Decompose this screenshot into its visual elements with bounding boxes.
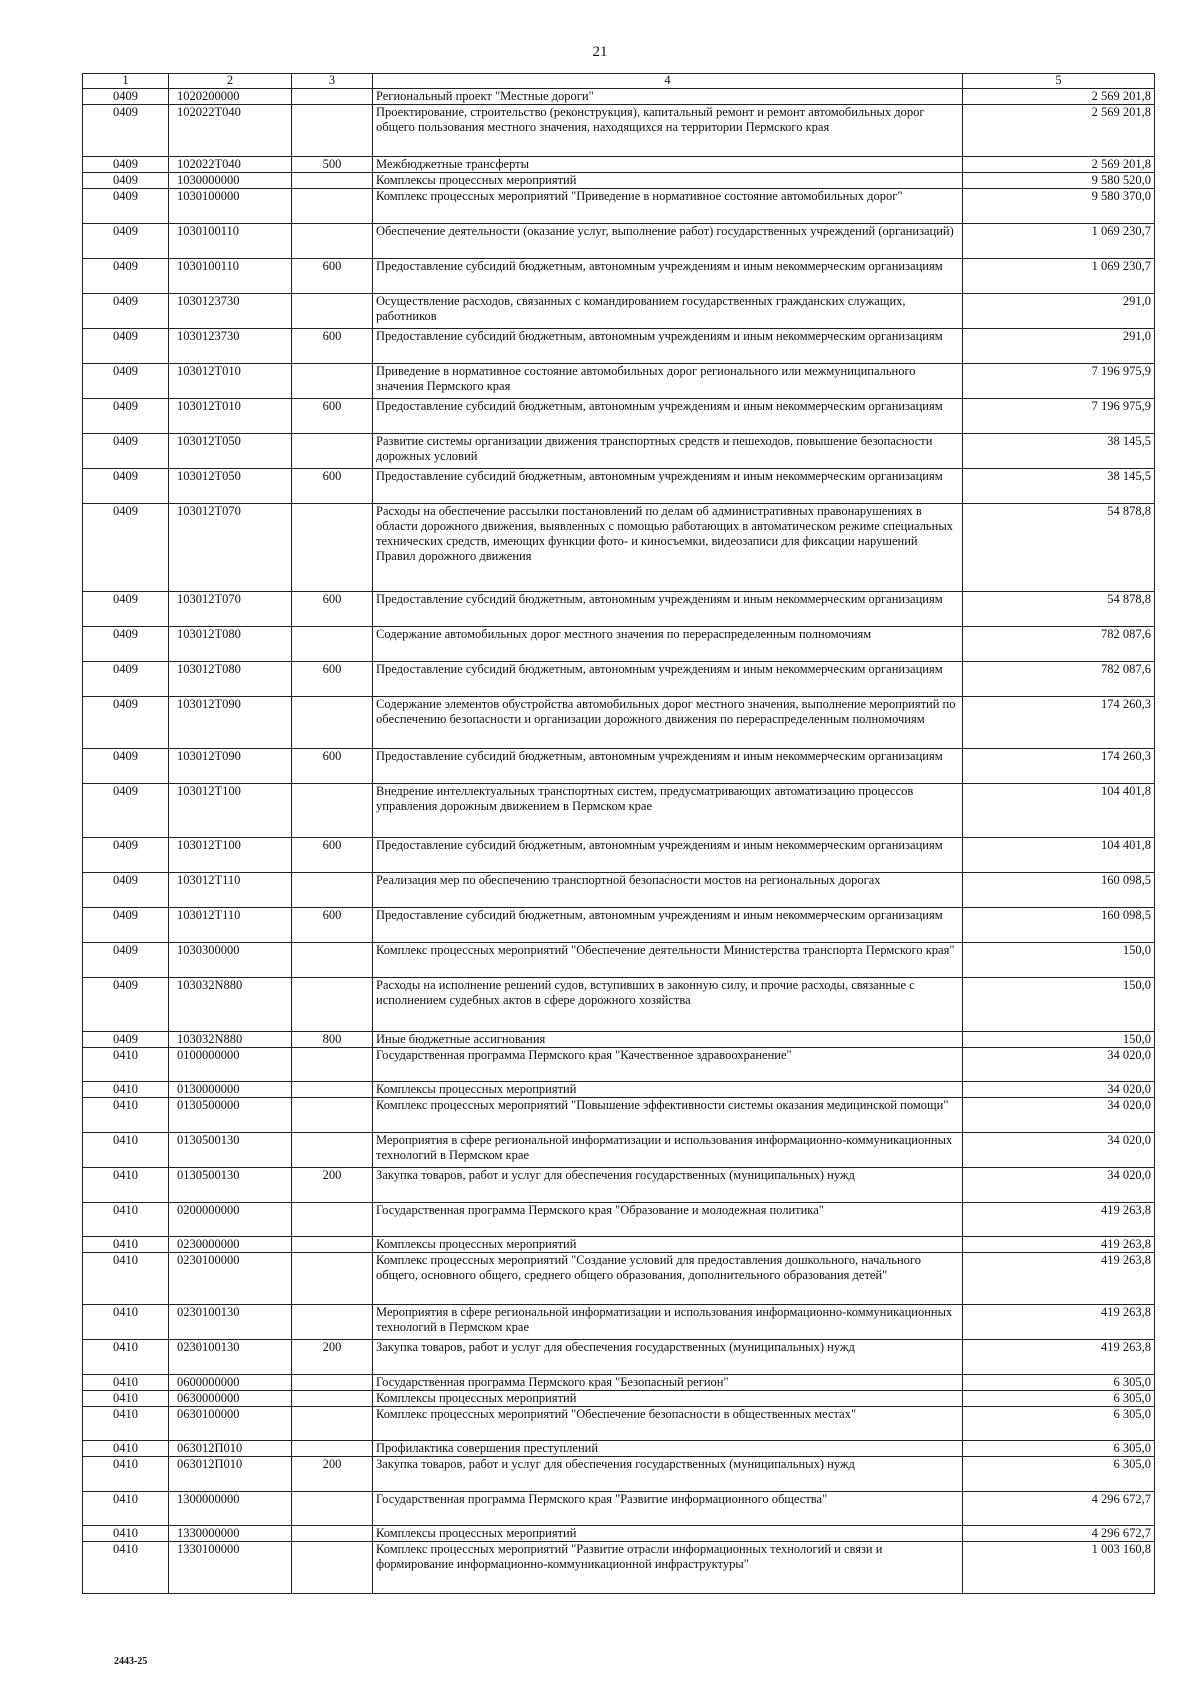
section-code-cell: 0410 [83, 1526, 169, 1542]
table-row [83, 1391, 1155, 1407]
target-article-cell: 1300000000 [169, 1492, 292, 1526]
target-article-cell: 0100000000 [169, 1048, 292, 1082]
target-article-cell: 103012T100 [169, 838, 292, 873]
target-article-cell: 063012П010 [169, 1441, 292, 1457]
section-code-cell: 0409 [83, 157, 169, 173]
table-row [83, 1407, 1155, 1441]
table-row [83, 749, 1155, 784]
target-article-cell: 1030123730 [169, 294, 292, 329]
section-code-cell: 0409 [83, 329, 169, 364]
section-code-cell: 0409 [83, 399, 169, 434]
amount-cell: 6 305,0 [963, 1391, 1155, 1407]
amount-cell: 291,0 [963, 329, 1155, 364]
target-article-cell: 103012T050 [169, 469, 292, 504]
amount-cell: 34 020,0 [963, 1048, 1155, 1082]
document-code: 2443-25 [114, 1656, 148, 1667]
expense-type-cell [292, 1048, 373, 1082]
expense-type-cell [292, 1375, 373, 1391]
target-article-cell: 0130500000 [169, 1098, 292, 1133]
description-cell: Приведение в нормативное состояние автомобильных дорог регионального или межмуниципального значения Пермского края [373, 364, 963, 399]
expense-type-cell [292, 1253, 373, 1305]
description-cell: Комплекс процессных мероприятий "Развитие отрасли информационных технологий и связи и формирование информационно-коммуникационной инфраструктуры" [373, 1542, 963, 1594]
section-code-cell: 0410 [83, 1375, 169, 1391]
description-cell: Комплексы процессных мероприятий [373, 173, 963, 189]
description-cell: Мероприятия в сфере региональной информатизации и использования информационно-коммуникационных технологий в Пермском крае [373, 1305, 963, 1340]
table-row [83, 1492, 1155, 1526]
table-row [83, 662, 1155, 697]
table-row [83, 1526, 1155, 1542]
table-row [83, 873, 1155, 908]
section-code-cell: 0409 [83, 89, 169, 105]
table-row [83, 908, 1155, 943]
description-cell: Закупка товаров, работ и услуг для обеспечения государственных (муниципальных) нужд [373, 1457, 963, 1492]
description-cell: Мероприятия в сфере региональной информатизации и использования информационно-коммуникационных технологий в Пермском крае [373, 1133, 963, 1168]
target-article-cell: 0230000000 [169, 1237, 292, 1253]
description-cell: Предоставление субсидий бюджетным, автономным учреждениям и иным некоммерческим организациям [373, 469, 963, 504]
section-code-cell: 0410 [83, 1340, 169, 1375]
table-row [83, 1032, 1155, 1048]
table-row [83, 1082, 1155, 1098]
expense-type-cell [292, 1133, 373, 1168]
expense-type-cell [292, 89, 373, 105]
expense-type-cell: 600 [292, 662, 373, 697]
expense-type-cell [292, 1526, 373, 1542]
target-article-cell: 103012T090 [169, 697, 292, 749]
description-cell: Комплексы процессных мероприятий [373, 1391, 963, 1407]
amount-cell: 34 020,0 [963, 1098, 1155, 1133]
section-code-cell: 0410 [83, 1237, 169, 1253]
description-cell: Комплекс процессных мероприятий "Обеспечение безопасности в общественных местах" [373, 1407, 963, 1441]
column-header: 3 [292, 74, 373, 89]
table-row [83, 592, 1155, 627]
target-article-cell: 0200000000 [169, 1203, 292, 1237]
expense-type-cell [292, 1542, 373, 1594]
expense-type-cell [292, 224, 373, 259]
table-row [83, 1098, 1155, 1133]
target-article-cell: 0230100000 [169, 1253, 292, 1305]
target-article-cell: 1030100110 [169, 259, 292, 294]
section-code-cell: 0409 [83, 469, 169, 504]
amount-cell: 419 263,8 [963, 1253, 1155, 1305]
expense-type-cell [292, 1391, 373, 1407]
expense-type-cell [292, 943, 373, 978]
amount-cell: 6 305,0 [963, 1441, 1155, 1457]
target-article-cell: 0230100130 [169, 1340, 292, 1375]
table-row [83, 784, 1155, 838]
amount-cell: 54 878,8 [963, 504, 1155, 592]
amount-cell: 9 580 520,0 [963, 173, 1155, 189]
amount-cell: 419 263,8 [963, 1340, 1155, 1375]
description-cell: Государственная программа Пермского края "Качественное здравоохранение" [373, 1048, 963, 1082]
section-code-cell: 0409 [83, 189, 169, 224]
description-cell: Государственная программа Пермского края "Безопасный регион" [373, 1375, 963, 1391]
section-code-cell: 0410 [83, 1082, 169, 1098]
description-cell: Проектирование, строительство (реконструкция), капитальный ремонт и ремонт автомобильных дорог общего пользования местного значения, находящихся на территории Пермского края [373, 105, 963, 157]
section-code-cell: 0409 [83, 697, 169, 749]
expense-type-cell: 600 [292, 838, 373, 873]
description-cell: Государственная программа Пермского края "Развитие информационного общества" [373, 1492, 963, 1526]
description-cell: Государственная программа Пермского края "Образование и молодежная политика" [373, 1203, 963, 1237]
amount-cell: 38 145,5 [963, 469, 1155, 504]
description-cell: Комплексы процессных мероприятий [373, 1237, 963, 1253]
amount-cell: 34 020,0 [963, 1082, 1155, 1098]
section-code-cell: 0409 [83, 784, 169, 838]
description-cell: Реализация мер по обеспечению транспортной безопасности мостов на региональных дорогах [373, 873, 963, 908]
table-row [83, 259, 1155, 294]
target-article-cell: 0630000000 [169, 1391, 292, 1407]
target-article-cell: 1030100110 [169, 224, 292, 259]
column-header: 1 [83, 74, 169, 89]
section-code-cell: 0410 [83, 1441, 169, 1457]
budget-table [82, 73, 1155, 1594]
expense-type-cell: 600 [292, 399, 373, 434]
amount-cell: 54 878,8 [963, 592, 1155, 627]
amount-cell: 291,0 [963, 294, 1155, 329]
section-code-cell: 0410 [83, 1305, 169, 1340]
amount-cell: 34 020,0 [963, 1168, 1155, 1203]
section-code-cell: 0410 [83, 1407, 169, 1441]
table-row [83, 504, 1155, 592]
expense-type-cell [292, 1237, 373, 1253]
expense-type-cell: 200 [292, 1340, 373, 1375]
section-code-cell: 0410 [83, 1048, 169, 1082]
target-article-cell: 103012T010 [169, 399, 292, 434]
table-row [83, 1340, 1155, 1375]
target-article-cell: 0230100130 [169, 1305, 292, 1340]
section-code-cell: 0410 [83, 1457, 169, 1492]
target-article-cell: 0630100000 [169, 1407, 292, 1441]
amount-cell: 782 087,6 [963, 627, 1155, 662]
table-row [83, 89, 1155, 105]
table-row [83, 838, 1155, 873]
expense-type-cell [292, 1407, 373, 1441]
description-cell: Внедрение интеллектуальных транспортных систем, предусматривающих автоматизацию процессов управления дорожным движением в Пермском крае [373, 784, 963, 838]
section-code-cell: 0409 [83, 259, 169, 294]
table-row [83, 1305, 1155, 1340]
page-number: 21 [592, 44, 608, 60]
description-cell: Расходы на обеспечение рассылки постановлений по делам об административных правонарушениях в области дорожного движения, выявленных с помощью работающих в автоматическом режиме специальных технических средств, имеющих функции фото- и киносъемки, видеозаписи для фиксации нарушений Правил дорожного движения [373, 504, 963, 592]
target-article-cell: 1330000000 [169, 1526, 292, 1542]
amount-cell: 160 098,5 [963, 873, 1155, 908]
section-code-cell: 0410 [83, 1168, 169, 1203]
expense-type-cell: 600 [292, 329, 373, 364]
column-header: 5 [963, 74, 1155, 89]
description-cell: Предоставление субсидий бюджетным, автономным учреждениям и иным некоммерческим организациям [373, 592, 963, 627]
table-row [83, 627, 1155, 662]
table-row [83, 224, 1155, 259]
expense-type-cell: 200 [292, 1457, 373, 1492]
target-article-cell: 1020200000 [169, 89, 292, 105]
amount-cell: 150,0 [963, 1032, 1155, 1048]
expense-type-cell [292, 1098, 373, 1133]
expense-type-cell [292, 105, 373, 157]
column-header: 2 [169, 74, 292, 89]
description-cell: Комплекс процессных мероприятий "Обеспечение деятельности Министерства транспорта Пермского края" [373, 943, 963, 978]
expense-type-cell [292, 1441, 373, 1457]
description-cell: Межбюджетные трансферты [373, 157, 963, 173]
description-cell: Содержание элементов обустройства автомобильных дорог местного значения, выполнение мероприятий по обеспечению безопасности и организации дорожного движения по перераспределенным полномочиям [373, 697, 963, 749]
amount-cell: 150,0 [963, 978, 1155, 1032]
amount-cell: 4 296 672,7 [963, 1492, 1155, 1526]
description-cell: Закупка товаров, работ и услуг для обеспечения государственных (муниципальных) нужд [373, 1340, 963, 1375]
expense-type-cell [292, 1492, 373, 1526]
section-code-cell: 0409 [83, 943, 169, 978]
target-article-cell: 102022T040 [169, 105, 292, 157]
amount-cell: 1 069 230,7 [963, 259, 1155, 294]
expense-type-cell [292, 189, 373, 224]
section-code-cell: 0409 [83, 173, 169, 189]
table-row [83, 399, 1155, 434]
target-article-cell: 1030123730 [169, 329, 292, 364]
description-cell: Комплексы процессных мероприятий [373, 1082, 963, 1098]
table-row [83, 978, 1155, 1032]
expense-type-cell: 600 [292, 749, 373, 784]
table-header-row [83, 74, 1155, 89]
table-row [83, 1375, 1155, 1391]
target-article-cell: 1030300000 [169, 943, 292, 978]
amount-cell: 419 263,8 [963, 1305, 1155, 1340]
target-article-cell: 103012T050 [169, 434, 292, 469]
table-row [83, 1168, 1155, 1203]
amount-cell: 2 569 201,8 [963, 157, 1155, 173]
section-code-cell: 0409 [83, 838, 169, 873]
target-article-cell: 103012T080 [169, 662, 292, 697]
section-code-cell: 0410 [83, 1098, 169, 1133]
amount-cell: 104 401,8 [963, 838, 1155, 873]
description-cell: Предоставление субсидий бюджетным, автономным учреждениям и иным некоммерческим организациям [373, 908, 963, 943]
target-article-cell: 0130500130 [169, 1168, 292, 1203]
description-cell: Региональный проект "Местные дороги" [373, 89, 963, 105]
section-code-cell: 0409 [83, 873, 169, 908]
description-cell: Предоставление субсидий бюджетным, автономным учреждениям и иным некоммерческим организациям [373, 259, 963, 294]
description-cell: Комплекс процессных мероприятий "Повышение эффективности системы оказания медицинской помощи" [373, 1098, 963, 1133]
section-code-cell: 0409 [83, 504, 169, 592]
amount-cell: 6 305,0 [963, 1457, 1155, 1492]
table-row [83, 294, 1155, 329]
target-article-cell: 103032N880 [169, 978, 292, 1032]
description-cell: Расходы на исполнение решений судов, вступивших в законную силу, и прочие расходы, связанные с исполнением судебных актов в сфере дорожного хозяйства [373, 978, 963, 1032]
target-article-cell: 103012T090 [169, 749, 292, 784]
expense-type-cell [292, 978, 373, 1032]
section-code-cell: 0410 [83, 1391, 169, 1407]
amount-cell: 419 263,8 [963, 1237, 1155, 1253]
column-header: 4 [373, 74, 963, 89]
amount-cell: 2 569 201,8 [963, 89, 1155, 105]
description-cell: Развитие системы организации движения транспортных средств и пешеходов, повышение безопасности дорожных условий [373, 434, 963, 469]
amount-cell: 4 296 672,7 [963, 1526, 1155, 1542]
expense-type-cell: 600 [292, 908, 373, 943]
expense-type-cell [292, 1082, 373, 1098]
description-cell: Комплекс процессных мероприятий "Создание условий для предоставления дошкольного, начального общего, основного общего, среднего общего образования, дополнительного образования детей" [373, 1253, 963, 1305]
table-row [83, 434, 1155, 469]
description-cell: Осуществление расходов, связанных с командированием государственных гражданских служащих, работников [373, 294, 963, 329]
section-code-cell: 0410 [83, 1203, 169, 1237]
description-cell: Обеспечение деятельности (оказание услуг, выполнение работ) государственных учреждений (организаций) [373, 224, 963, 259]
description-cell: Иные бюджетные ассигнования [373, 1032, 963, 1048]
section-code-cell: 0410 [83, 1542, 169, 1594]
table-row [83, 1237, 1155, 1253]
expense-type-cell: 800 [292, 1032, 373, 1048]
expense-type-cell: 600 [292, 592, 373, 627]
section-code-cell: 0409 [83, 105, 169, 157]
target-article-cell: 1030100000 [169, 189, 292, 224]
amount-cell: 160 098,5 [963, 908, 1155, 943]
expense-type-cell [292, 627, 373, 662]
expense-type-cell [292, 784, 373, 838]
table-row [83, 1133, 1155, 1168]
description-cell: Содержание автомобильных дорог местного значения по перераспределенным полномочиям [373, 627, 963, 662]
amount-cell: 1 069 230,7 [963, 224, 1155, 259]
table-row [83, 1048, 1155, 1082]
target-article-cell: 0130000000 [169, 1082, 292, 1098]
expense-type-cell: 200 [292, 1168, 373, 1203]
section-code-cell: 0409 [83, 364, 169, 399]
amount-cell: 419 263,8 [963, 1203, 1155, 1237]
target-article-cell: 103012T070 [169, 504, 292, 592]
description-cell: Комплекс процессных мероприятий "Приведение в нормативное состояние автомобильных дорог" [373, 189, 963, 224]
section-code-cell: 0409 [83, 224, 169, 259]
target-article-cell: 1330100000 [169, 1542, 292, 1594]
target-article-cell: 063012П010 [169, 1457, 292, 1492]
table-row [83, 1203, 1155, 1237]
amount-cell: 7 196 975,9 [963, 364, 1155, 399]
target-article-cell: 1030000000 [169, 173, 292, 189]
section-code-cell: 0409 [83, 434, 169, 469]
amount-cell: 150,0 [963, 943, 1155, 978]
section-code-cell: 0409 [83, 294, 169, 329]
table-row [83, 189, 1155, 224]
expense-type-cell [292, 504, 373, 592]
expense-type-cell: 500 [292, 157, 373, 173]
amount-cell: 782 087,6 [963, 662, 1155, 697]
target-article-cell: 103032N880 [169, 1032, 292, 1048]
description-cell: Предоставление субсидий бюджетным, автономным учреждениям и иным некоммерческим организациям [373, 749, 963, 784]
description-cell: Комплексы процессных мероприятий [373, 1526, 963, 1542]
description-cell: Предоставление субсидий бюджетным, автономным учреждениям и иным некоммерческим организациям [373, 399, 963, 434]
expense-type-cell: 600 [292, 469, 373, 504]
description-cell: Профилактика совершения преступлений [373, 1441, 963, 1457]
amount-cell: 174 260,3 [963, 749, 1155, 784]
target-article-cell: 102022T040 [169, 157, 292, 173]
table-row [83, 1457, 1155, 1492]
expense-type-cell [292, 294, 373, 329]
section-code-cell: 0409 [83, 908, 169, 943]
section-code-cell: 0410 [83, 1253, 169, 1305]
table-row [83, 1441, 1155, 1457]
table-row [83, 105, 1155, 157]
section-code-cell: 0410 [83, 1492, 169, 1526]
description-cell: Предоставление субсидий бюджетным, автономным учреждениям и иным некоммерческим организациям [373, 329, 963, 364]
target-article-cell: 103012T010 [169, 364, 292, 399]
amount-cell: 174 260,3 [963, 697, 1155, 749]
table-row [83, 329, 1155, 364]
expense-type-cell [292, 697, 373, 749]
expense-type-cell [292, 364, 373, 399]
expense-type-cell [292, 173, 373, 189]
expense-type-cell [292, 1305, 373, 1340]
target-article-cell: 0600000000 [169, 1375, 292, 1391]
table-body [83, 89, 1155, 1594]
expense-type-cell [292, 434, 373, 469]
table-row [83, 1542, 1155, 1594]
description-cell: Предоставление субсидий бюджетным, автономным учреждениям и иным некоммерческим организациям [373, 838, 963, 873]
amount-cell: 2 569 201,8 [963, 105, 1155, 157]
table-row [83, 364, 1155, 399]
table-row [83, 943, 1155, 978]
target-article-cell: 103012T110 [169, 908, 292, 943]
table-row [83, 157, 1155, 173]
target-article-cell: 103012T070 [169, 592, 292, 627]
expense-type-cell: 600 [292, 259, 373, 294]
amount-cell: 6 305,0 [963, 1407, 1155, 1441]
table-row [83, 697, 1155, 749]
amount-cell: 38 145,5 [963, 434, 1155, 469]
amount-cell: 9 580 370,0 [963, 189, 1155, 224]
section-code-cell: 0409 [83, 592, 169, 627]
target-article-cell: 0130500130 [169, 1133, 292, 1168]
section-code-cell: 0409 [83, 978, 169, 1032]
section-code-cell: 0409 [83, 662, 169, 697]
description-cell: Закупка товаров, работ и услуг для обеспечения государственных (муниципальных) нужд [373, 1168, 963, 1203]
table-row [83, 469, 1155, 504]
amount-cell: 1 003 160,8 [963, 1542, 1155, 1594]
target-article-cell: 103012T100 [169, 784, 292, 838]
expense-type-cell [292, 1203, 373, 1237]
section-code-cell: 0410 [83, 1133, 169, 1168]
section-code-cell: 0409 [83, 627, 169, 662]
section-code-cell: 0409 [83, 749, 169, 784]
amount-cell: 6 305,0 [963, 1375, 1155, 1391]
table-row [83, 173, 1155, 189]
description-cell: Предоставление субсидий бюджетным, автономным учреждениям и иным некоммерческим организациям [373, 662, 963, 697]
amount-cell: 104 401,8 [963, 784, 1155, 838]
amount-cell: 34 020,0 [963, 1133, 1155, 1168]
amount-cell: 7 196 975,9 [963, 399, 1155, 434]
target-article-cell: 103012T080 [169, 627, 292, 662]
section-code-cell: 0409 [83, 1032, 169, 1048]
expense-type-cell [292, 873, 373, 908]
table-row [83, 1253, 1155, 1305]
target-article-cell: 103012T110 [169, 873, 292, 908]
